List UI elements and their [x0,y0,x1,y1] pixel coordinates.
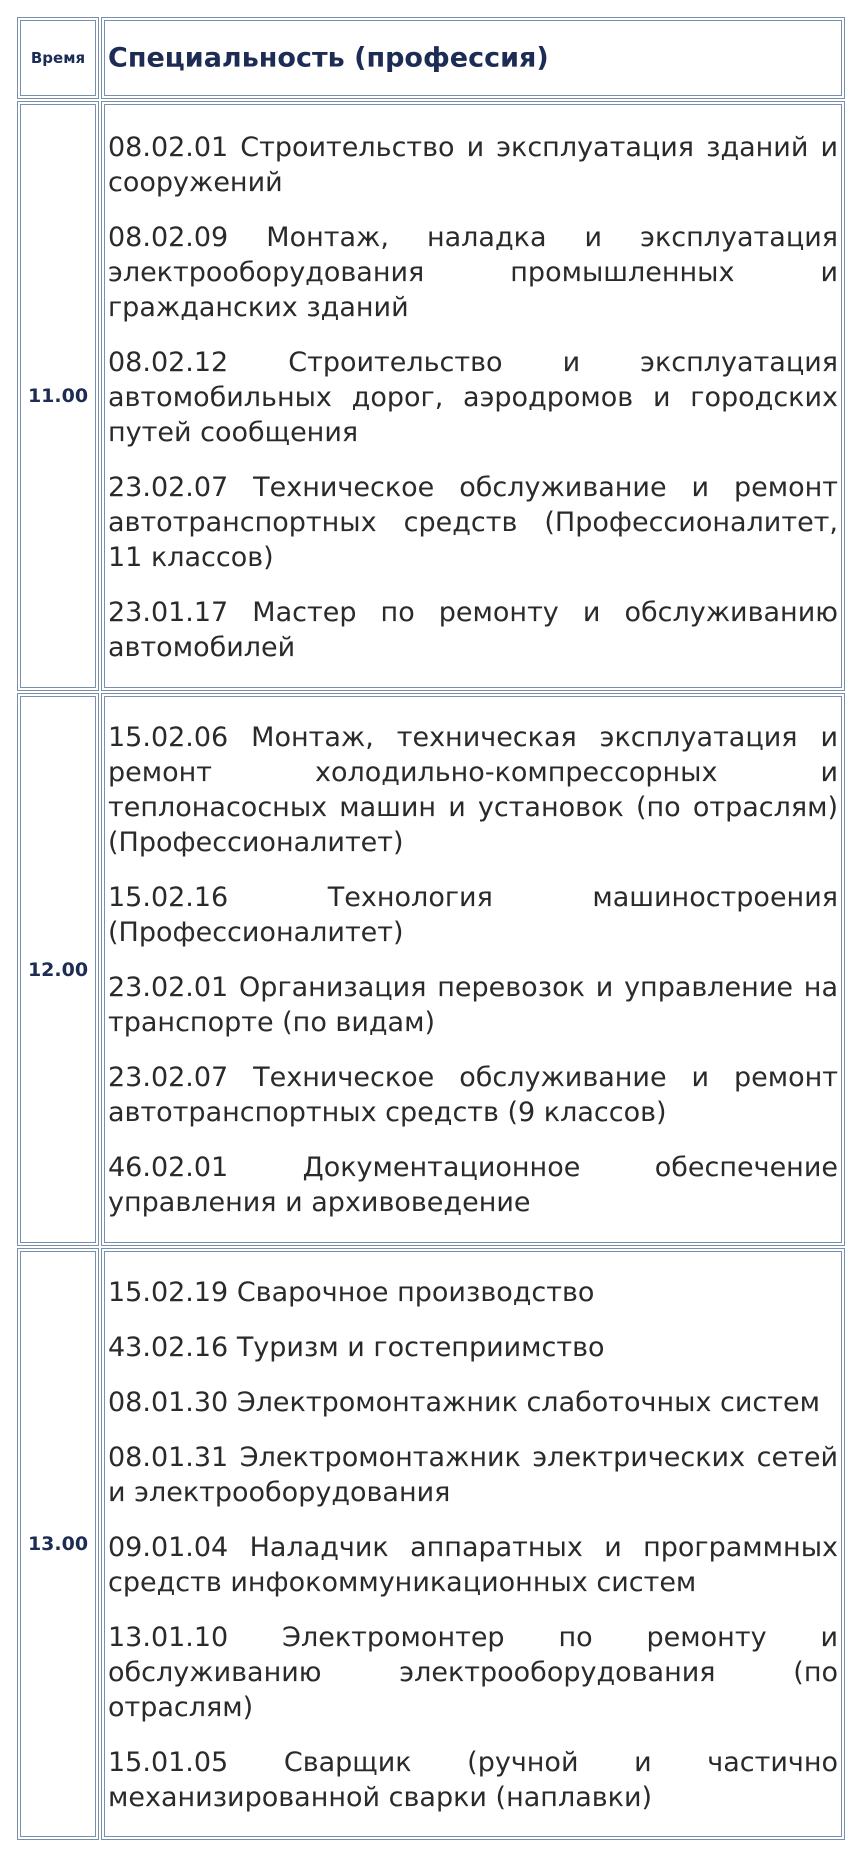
specialty-item: 08.02.01 Строительство и эксплуатация зданий и сооружений [108,132,838,198]
time-label: 12.00 [27,958,89,981]
specialty-item: 15.01.05 Сварщик (ручной и частично механизированной сварки (наплавки) [108,1747,838,1813]
specialty-item: 09.01.04 Наладчик аппаратных и программных средств инфокоммуникационных систем [108,1532,838,1598]
spec-cell [101,693,845,1246]
specialty-item: 23.02.07 Техническое обслуживание и ремонт автотранспортных средств (Профессионалитет, 11 классов) [108,472,838,573]
spec-cell [101,1248,845,1840]
specialty-item: 23.02.01 Организация перевозок и управление на транспорте (по видам) [108,972,838,1038]
time-cell [17,693,99,1246]
header-time-label: Время [30,49,86,67]
specialty-item: 08.02.12 Строительство и эксплуатация автомобильных дорог, аэродромов и городских путей сообщения [108,347,838,448]
table-row [0,693,855,1246]
specialty-item: 46.02.01 Документационное обеспечение управления и архивоведение [108,1152,838,1218]
time-cell [17,1248,99,1840]
table-row [0,101,855,691]
specialty-item: 23.02.07 Техническое обслуживание и ремонт автотранспортных средств (9 классов) [108,1062,838,1128]
header-time-cell [17,17,99,99]
specialty-item: 23.01.17 Мастер по ремонту и обслуживанию автомобилей [108,597,838,663]
specialty-item: 15.02.06 Монтаж, техническая эксплуатация и ремонт холодильно-компрессорных и теплонасосных машин и установок (по отраслям) (Профессионалитет) [108,722,838,858]
specialty-item: 08.01.30 Электромонтажник слаботочных систем [108,1387,820,1418]
specialty-item: 08.01.31 Электромонтажник электрических сетей и электрооборудования [108,1442,838,1508]
specialty-item: 43.02.16 Туризм и гостеприимство [108,1332,605,1363]
specialty-item: 15.02.16 Технология машиностроения (Профессионалитет) [108,882,838,948]
specialty-item: 13.01.10 Электромонтер по ремонту и обслуживанию электрооборудования (по отраслям) [108,1622,838,1723]
header-spec-cell [101,17,845,99]
time-cell [17,101,99,691]
table-header-row [0,17,855,99]
time-label: 11.00 [27,385,89,407]
header-spec-label: Специальность (профессия) [108,42,549,74]
specialty-item: 08.02.09 Монтаж, наладка и эксплуатация электрооборудования промышленных и гражданских зданий [108,222,838,323]
spec-cell [101,101,845,691]
table-row [0,1248,855,1840]
time-label: 13.00 [27,1533,89,1555]
specialty-item: 15.02.19 Сварочное производство [108,1277,595,1308]
